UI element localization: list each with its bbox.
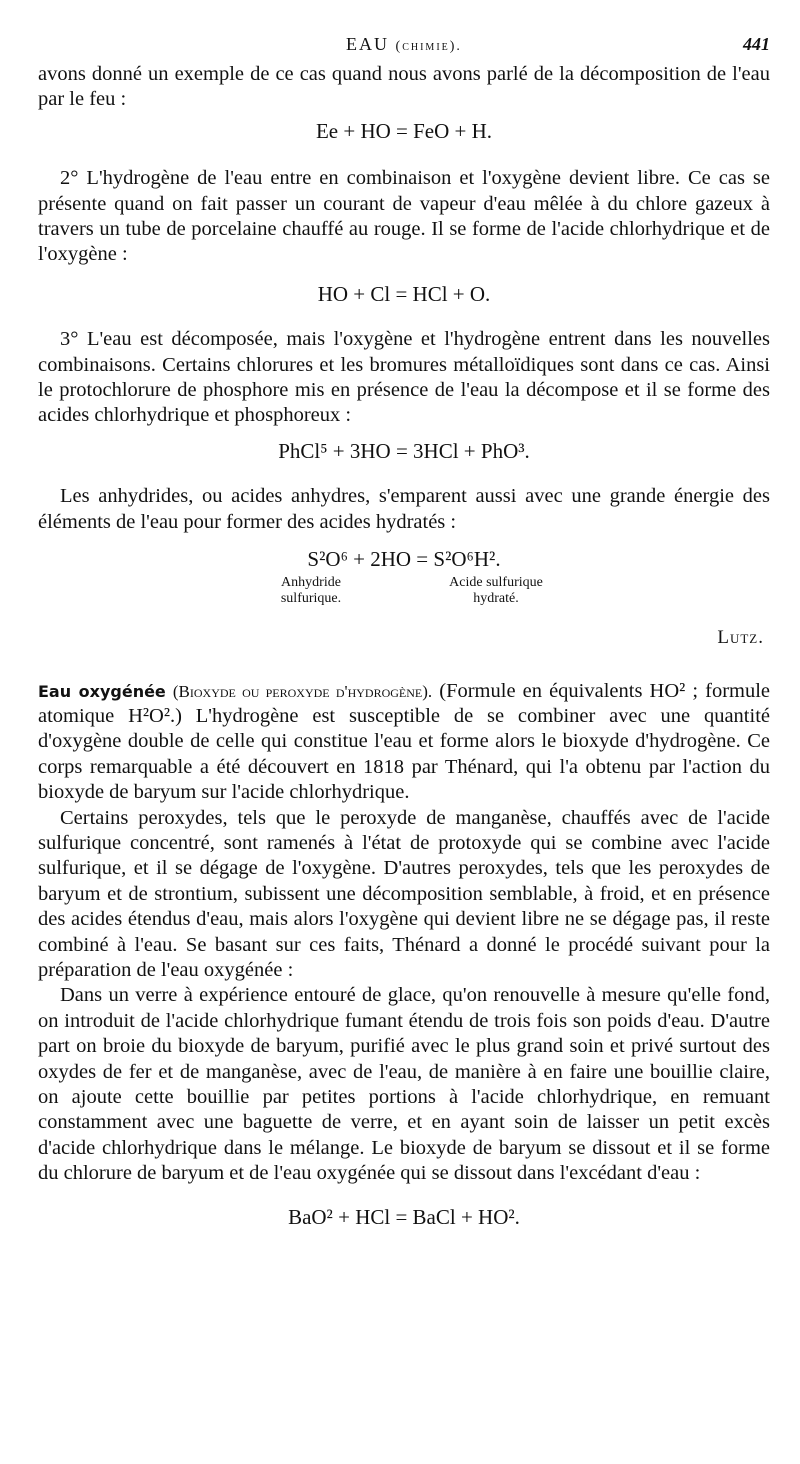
formula-barium-peroxide: BaO² + HCl = BaCl + HO². <box>288 1204 520 1229</box>
paragraph-case-2: 2° L'hydrogène de l'eau entre en combinaison et l'oxygène devient libre. Ce cas se présente quand on fait passer un courant de vapeur d'eau mêlée à du chlore gazeux à travers un tube de porcelaine chauffé au rouge. Il se forme de l'acide chlorhydrique et de l'oxygène : <box>38 167 770 266</box>
formula-water-chlorine: HO + Cl = HCl + O. <box>317 281 491 306</box>
article-synonyms: (Bioxyde ou peroxyde d'hydrogène). <box>172 681 433 701</box>
author-signature: Lutz. <box>717 627 764 649</box>
paragraph-procedure: Dans un verre à expérience entouré de glace, qu'on renouvelle à mesure qu'elle fond, on introduit de l'acide chlorhydrique fumant étendu de trois fois son poids d'eau. D'autre part on broie du bioxyde de baryum, purifié avec le plus grand soin et privé surtout des oxydes de fer et de manganèse, avec de l'eau, de manière à en faire une bouillie claire, on ajoute cette bouillie par petites portions à l'acide chlorhydrique, en remuant constamment avec une baguette de verre, et en ayant soin de laisser un petit excès d'acide chlorhydrique dans le mélange. Le bioxyde de baryum se dissout et il se forme du chlorure de baryum et de l'eau oxygénée qui se dissout dans l'excédant d'eau : <box>38 984 770 1185</box>
sulfuric-formula-block <box>38 547 770 625</box>
caption-acid-hydrate <box>416 575 576 607</box>
running-title-sub: (chimie). <box>395 39 462 54</box>
book-page <box>38 0 770 1464</box>
formula-sulfuric: S²O⁶ + 2HO = S²O⁶H². <box>307 547 501 572</box>
page-number: 441 <box>743 34 770 54</box>
running-title-main: EAU <box>346 34 390 54</box>
caption-anhydride-line1: Anhydride <box>281 575 341 591</box>
caption-anhydride <box>256 575 366 607</box>
caption-acid-line2: hydraté. <box>473 591 519 607</box>
paragraph-intro: avons donné un exemple de ce cas quand nous avons parlé de la décomposition de l'eau par le feu : <box>38 63 770 111</box>
caption-acid-line1: Acide sulfurique <box>449 575 543 591</box>
formula-phosphorus-chloride: PhCl⁵ + 3HO = 3HCl + PhO³. <box>278 438 530 463</box>
formula-iron-water: Ee + HO = FeO + H. <box>315 118 493 143</box>
caption-anhydride-line2: sulfurique. <box>280 591 342 607</box>
article-intro-text: (Formule en équivalents HO² ; formule atomique H²O².) L'hydrogène est susceptible de se combiner avec une quantité d'oxygène double de celle qui constitue l'eau et forme alors le bioxyde d'hydrogène. Ce corps remarquable a été découvert en 1818 par Thénard, qui l'a obtenu par l'action du bioxyde de baryum sur l'acide chlorhydrique. <box>38 679 771 804</box>
paragraph-peroxides: Certains peroxydes, tels que le peroxyde de manganèse, chauffés avec de l'acide sulfurique concentré, sont ramenés à l'état de protoxyde qui se combine avec l'acide sulfurique, et il se dégage de l'oxygène. D'autres peroxydes, tels que les peroxydes de baryum et de strontium, subissent une décomposition semblable, à froid, et en présence des acides étendus d'eau, mais alors l'oxygène qui devient libre ne se dégage pas, il reste combiné à l'eau. Se basant sur ces faits, Thénard a donné le procédé suivant pour la préparation de l'eau oxygénée : <box>38 806 770 981</box>
page-body <box>38 62 770 1230</box>
article-headword: Eau oxygénée <box>38 681 166 701</box>
running-header <box>38 34 770 56</box>
paragraph-case-3: 3° L'eau est décomposée, mais l'oxygène et l'hydrogène entrent dans les nouvelles combinaisons. Certains chlorures et les bromures métalloïdiques sont dans ce cas. Ainsi le protochlorure de phosphore mis en présence de l'eau la décompose et il se forme des acides chlorhydrique et phosphoreux : <box>38 328 770 427</box>
paragraph-article-intro <box>38 679 770 806</box>
running-title <box>38 34 770 55</box>
paragraph-anhydrides: Les anhydrides, ou acides anhydres, s'emparent aussi avec une grande énergie des éléments de l'eau pour former des acides hydratés : <box>38 485 770 533</box>
